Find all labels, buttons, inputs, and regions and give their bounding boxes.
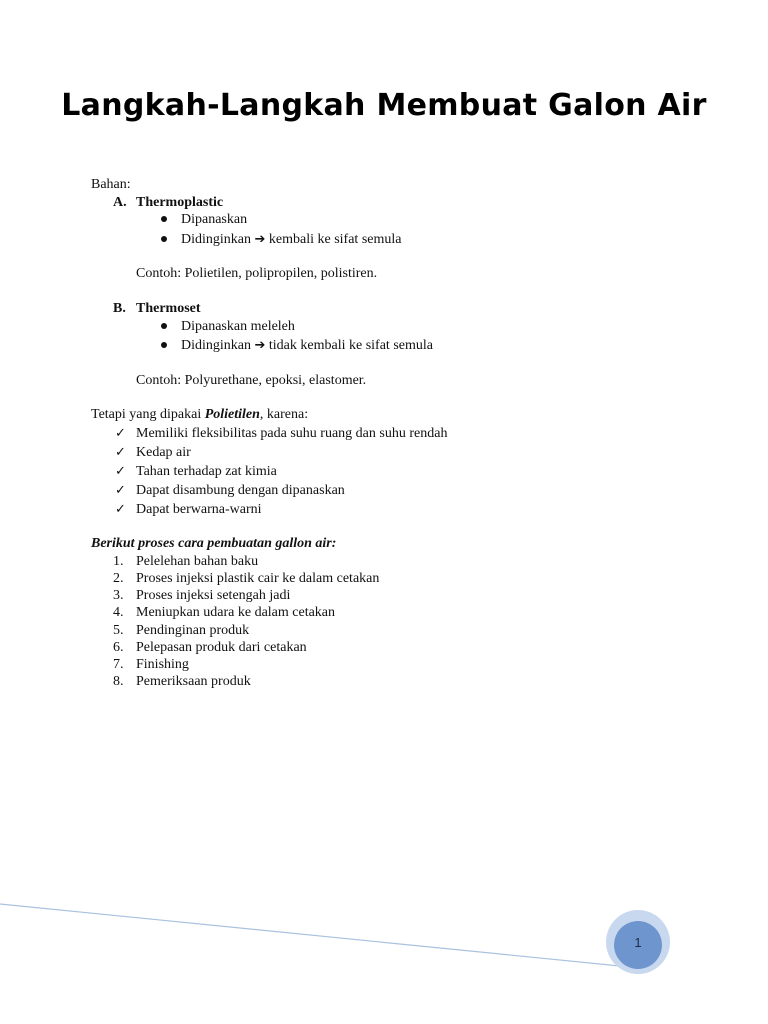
check-item-4: Dapat disambung dengan dipanaskan <box>136 483 345 498</box>
check-icon: ✓ <box>115 445 126 460</box>
step-number: 1. <box>113 554 124 569</box>
reason-emphasis: Polietilen <box>204 407 260 422</box>
step-text: Proses injeksi setengah jadi <box>136 588 291 603</box>
bullet-dot-icon <box>161 236 167 242</box>
check-item-5: Dapat berwarna-warni <box>136 502 262 517</box>
bullet-dot-icon <box>161 323 167 329</box>
step-text: Pendinginan produk <box>136 623 250 638</box>
page-title: Langkah-Langkah Membuat Galon Air <box>61 88 707 123</box>
right-arrow-icon: ➔ <box>254 232 266 247</box>
check-icon: ✓ <box>115 483 126 498</box>
section-b-heading: Thermoset <box>136 301 201 316</box>
section-a-marker: A. <box>113 195 127 210</box>
section-a-arrow-text: kembali ke sifat semula <box>268 232 402 247</box>
step-number: 4. <box>113 605 124 620</box>
step-number: 7. <box>113 657 124 672</box>
section-b-marker: B. <box>113 301 126 316</box>
section-b-bullet-2-text: Didinginkan <box>181 338 251 353</box>
bullet-dot-icon <box>161 342 167 348</box>
process-heading: Berikut proses cara pembuatan gallon air: <box>91 536 337 551</box>
section-b-example: Contoh: Polyurethane, epoksi, elastomer. <box>136 373 367 388</box>
step-number: 2. <box>113 571 124 586</box>
step-text: Proses injeksi plastik cair ke dalam cetakan <box>136 571 380 586</box>
footer-line <box>0 904 640 968</box>
section-a-example: Contoh: Polietilen, polipropilen, polistiren. <box>136 266 378 281</box>
section-a-heading: Thermoplastic <box>136 195 224 210</box>
section-b-bullet-2 <box>181 337 433 354</box>
check-item-1: Memiliki fleksibilitas pada suhu ruang dan suhu rendah <box>136 426 448 441</box>
bullet-dot-icon <box>161 216 167 222</box>
step-text: Meniupkan udara ke dalam cetakan <box>136 605 336 620</box>
step-number: 8. <box>113 674 124 689</box>
section-b-bullet-1: Dipanaskan meleleh <box>181 319 295 334</box>
section-b-arrow-text: tidak kembali ke sifat semula <box>268 338 433 353</box>
step-number: 3. <box>113 588 124 603</box>
step-number: 5. <box>113 623 124 638</box>
section-a-bullet-1: Dipanaskan <box>181 212 248 227</box>
step-text: Finishing <box>136 657 189 672</box>
check-icon: ✓ <box>115 464 126 479</box>
reason-suffix: , karena: <box>259 407 309 422</box>
reason-line <box>91 406 308 423</box>
step-text: Pelelehan bahan baku <box>136 554 259 569</box>
section-a-bullet-2-text: Didinginkan <box>181 232 251 247</box>
footer-decoration <box>0 880 768 1024</box>
bahan-label: Bahan: <box>91 177 131 192</box>
check-icon: ✓ <box>115 502 126 517</box>
check-item-3: Tahan terhadap zat kimia <box>136 464 277 479</box>
check-item-2: Kedap air <box>136 445 191 460</box>
step-text: Pemeriksaan produk <box>136 674 251 689</box>
step-text: Pelepasan produk dari cetakan <box>136 640 307 655</box>
check-icon: ✓ <box>115 426 126 441</box>
page-number: 1 <box>634 935 642 950</box>
reason-prefix: Tetapi yang dipakai <box>91 407 205 422</box>
section-a-bullet-2 <box>181 231 401 248</box>
right-arrow-icon: ➔ <box>254 338 266 353</box>
step-number: 6. <box>113 640 124 655</box>
